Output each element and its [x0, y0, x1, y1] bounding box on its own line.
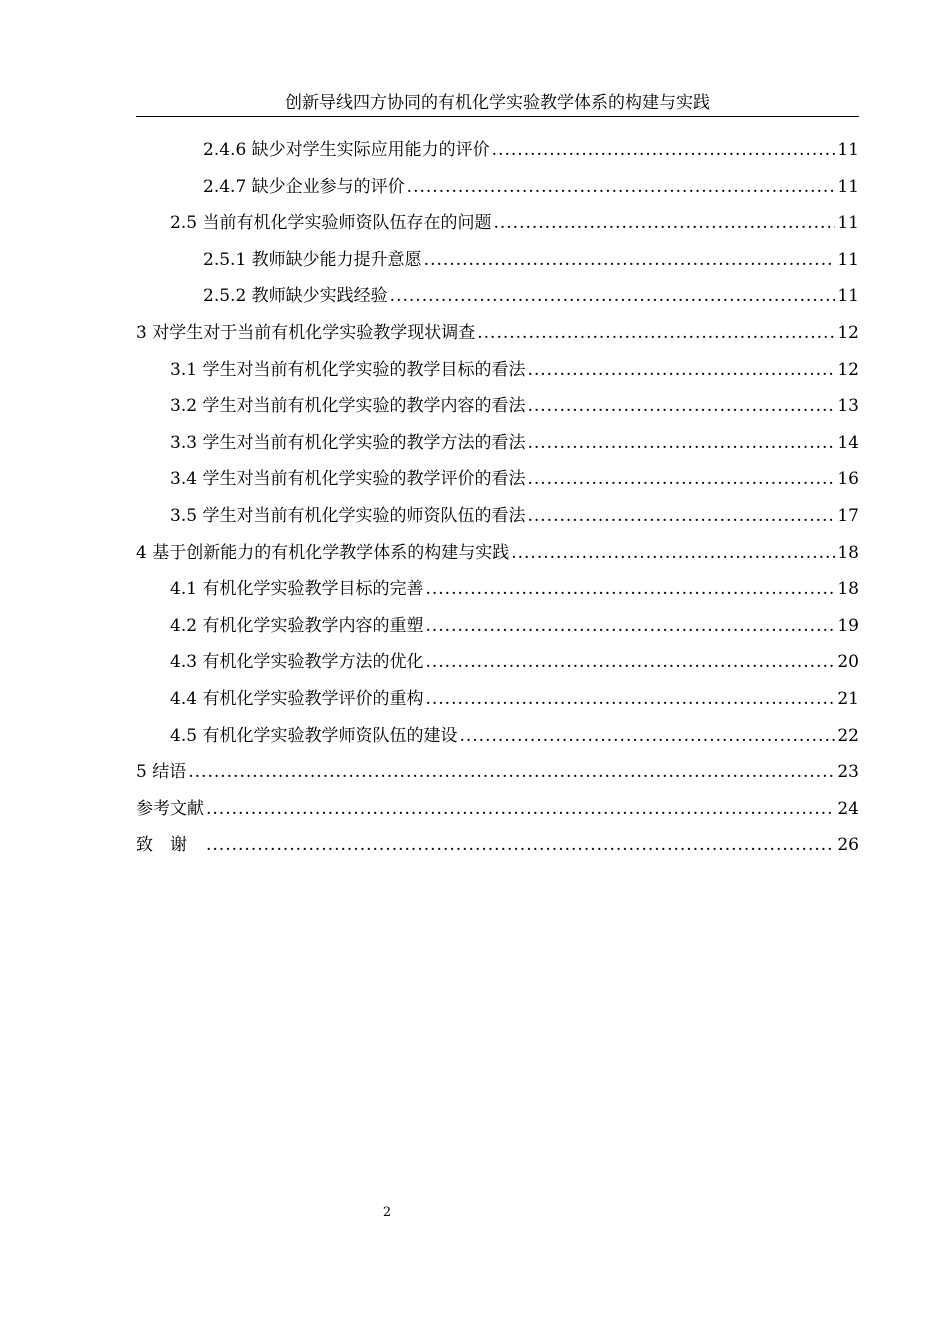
toc-dot-leader	[493, 205, 835, 242]
toc-entry-page: 18	[837, 542, 859, 563]
toc-entry-page: 19	[837, 615, 859, 636]
toc-entry-page: 21	[837, 688, 859, 709]
toc-entry-page: 11	[837, 286, 859, 307]
toc-dot-leader	[527, 352, 835, 389]
toc-dot-leader	[390, 278, 836, 315]
toc-entry-2-5[interactable]	[136, 205, 859, 242]
toc-entry-title: 5 结语	[136, 762, 187, 783]
toc-entry-title: 4.3 有机化学实验教学方法的优化	[170, 652, 424, 673]
toc-entry-2-5-2[interactable]	[136, 278, 859, 315]
toc-entry-4[interactable]	[136, 535, 859, 572]
toc-entry-page: 11	[837, 140, 859, 160]
toc-entry-3[interactable]	[136, 315, 859, 352]
toc-entry-page: 26	[837, 835, 859, 856]
toc-entry-3-1[interactable]	[136, 352, 859, 389]
toc-dot-leader	[459, 718, 835, 755]
toc-entry-3-4[interactable]	[136, 461, 859, 498]
toc-dot-leader	[206, 827, 835, 864]
toc-entry-page: 20	[837, 652, 859, 673]
header-rule	[136, 116, 859, 117]
toc-entry-4-5[interactable]	[136, 718, 859, 755]
toc-entry-title: 3.1 学生对当前有机化学实验的教学目标的看法	[170, 359, 526, 380]
toc-dot-leader	[492, 132, 836, 169]
toc-entry-references[interactable]	[136, 791, 859, 828]
toc-dot-leader	[206, 791, 835, 828]
page-header-title: 创新导线四方协同的有机化学实验教学体系的构建与实践	[285, 93, 710, 113]
toc-entry-title: 3.3 学生对当前有机化学实验的教学方法的看法	[170, 432, 526, 453]
toc-dot-leader	[527, 425, 835, 462]
toc-dot-leader	[425, 644, 835, 681]
toc-entry-page: 18	[837, 579, 859, 600]
toc-dot-leader	[527, 388, 835, 425]
toc-entry-2-4-6[interactable]	[136, 132, 859, 169]
toc-entry-title: 参考文献	[136, 798, 204, 819]
toc-dot-leader	[425, 571, 835, 608]
table-of-contents	[136, 132, 859, 864]
toc-entry-3-3[interactable]	[136, 425, 859, 462]
toc-entry-title: 2.5.1 教师缺少能力提升意愿	[203, 249, 422, 270]
toc-entry-page: 11	[837, 176, 859, 197]
toc-entry-page: 11	[837, 249, 859, 270]
toc-entry-4-2[interactable]	[136, 608, 859, 645]
toc-entry-3-2[interactable]	[136, 388, 859, 425]
toc-entry-title: 4.1 有机化学实验教学目标的完善	[170, 579, 424, 600]
toc-entry-title: 2.4.6 缺少对学生实际应用能力的评价	[203, 140, 490, 160]
toc-entry-title: 2.5 当前有机化学实验师资队伍存在的问题	[170, 213, 492, 234]
toc-entry-2-4-7[interactable]	[136, 169, 859, 206]
toc-entry-3-5[interactable]	[136, 498, 859, 535]
page-number: 2	[382, 1205, 392, 1220]
toc-entry-5[interactable]	[136, 754, 859, 791]
toc-entry-2-5-1[interactable]	[136, 242, 859, 279]
toc-entry-page: 22	[837, 725, 859, 746]
toc-entry-title: 致谢	[136, 835, 204, 856]
toc-entry-title: 2.5.2 教师缺少实践经验	[203, 286, 388, 307]
toc-entry-title: 3 对学生对于当前有机化学实验教学现状调查	[136, 322, 476, 343]
toc-dot-leader	[527, 498, 835, 535]
toc-entry-page: 13	[837, 396, 859, 417]
toc-entry-page: 11	[837, 213, 859, 234]
toc-dot-leader	[425, 608, 835, 645]
toc-entry-4-4[interactable]	[136, 681, 859, 718]
toc-entry-page: 16	[837, 469, 859, 490]
toc-entry-title: 3.5 学生对当前有机化学实验的师资队伍的看法	[170, 505, 526, 526]
toc-entry-page: 23	[837, 762, 859, 783]
toc-dot-leader	[511, 535, 835, 572]
toc-entry-page: 12	[837, 359, 859, 380]
toc-dot-leader	[425, 681, 835, 718]
toc-dot-leader	[477, 315, 835, 352]
toc-entry-page: 24	[837, 798, 859, 819]
toc-dot-leader	[527, 461, 835, 498]
toc-entry-title: 4.5 有机化学实验教学师资队伍的建设	[170, 725, 458, 746]
toc-entry-4-3[interactable]	[136, 644, 859, 681]
toc-entry-page: 14	[837, 432, 859, 453]
toc-entry-title: 3.4 学生对当前有机化学实验的教学评价的看法	[170, 469, 526, 490]
toc-entry-acknowledgements[interactable]	[136, 827, 859, 864]
toc-entry-title: 4.2 有机化学实验教学内容的重塑	[170, 615, 424, 636]
toc-dot-leader	[407, 169, 836, 206]
toc-entry-title: 4.4 有机化学实验教学评价的重构	[170, 688, 424, 709]
toc-dot-leader	[188, 754, 835, 791]
toc-entry-title: 4 基于创新能力的有机化学教学体系的构建与实践	[136, 542, 510, 563]
toc-entry-title: 3.2 学生对当前有机化学实验的教学内容的看法	[170, 396, 526, 417]
toc-entry-page: 17	[837, 505, 859, 526]
toc-entry-title: 2.4.7 缺少企业参与的评价	[203, 176, 405, 197]
toc-entry-page: 12	[837, 322, 859, 343]
toc-entry-4-1[interactable]	[136, 571, 859, 608]
toc-dot-leader	[424, 242, 836, 279]
